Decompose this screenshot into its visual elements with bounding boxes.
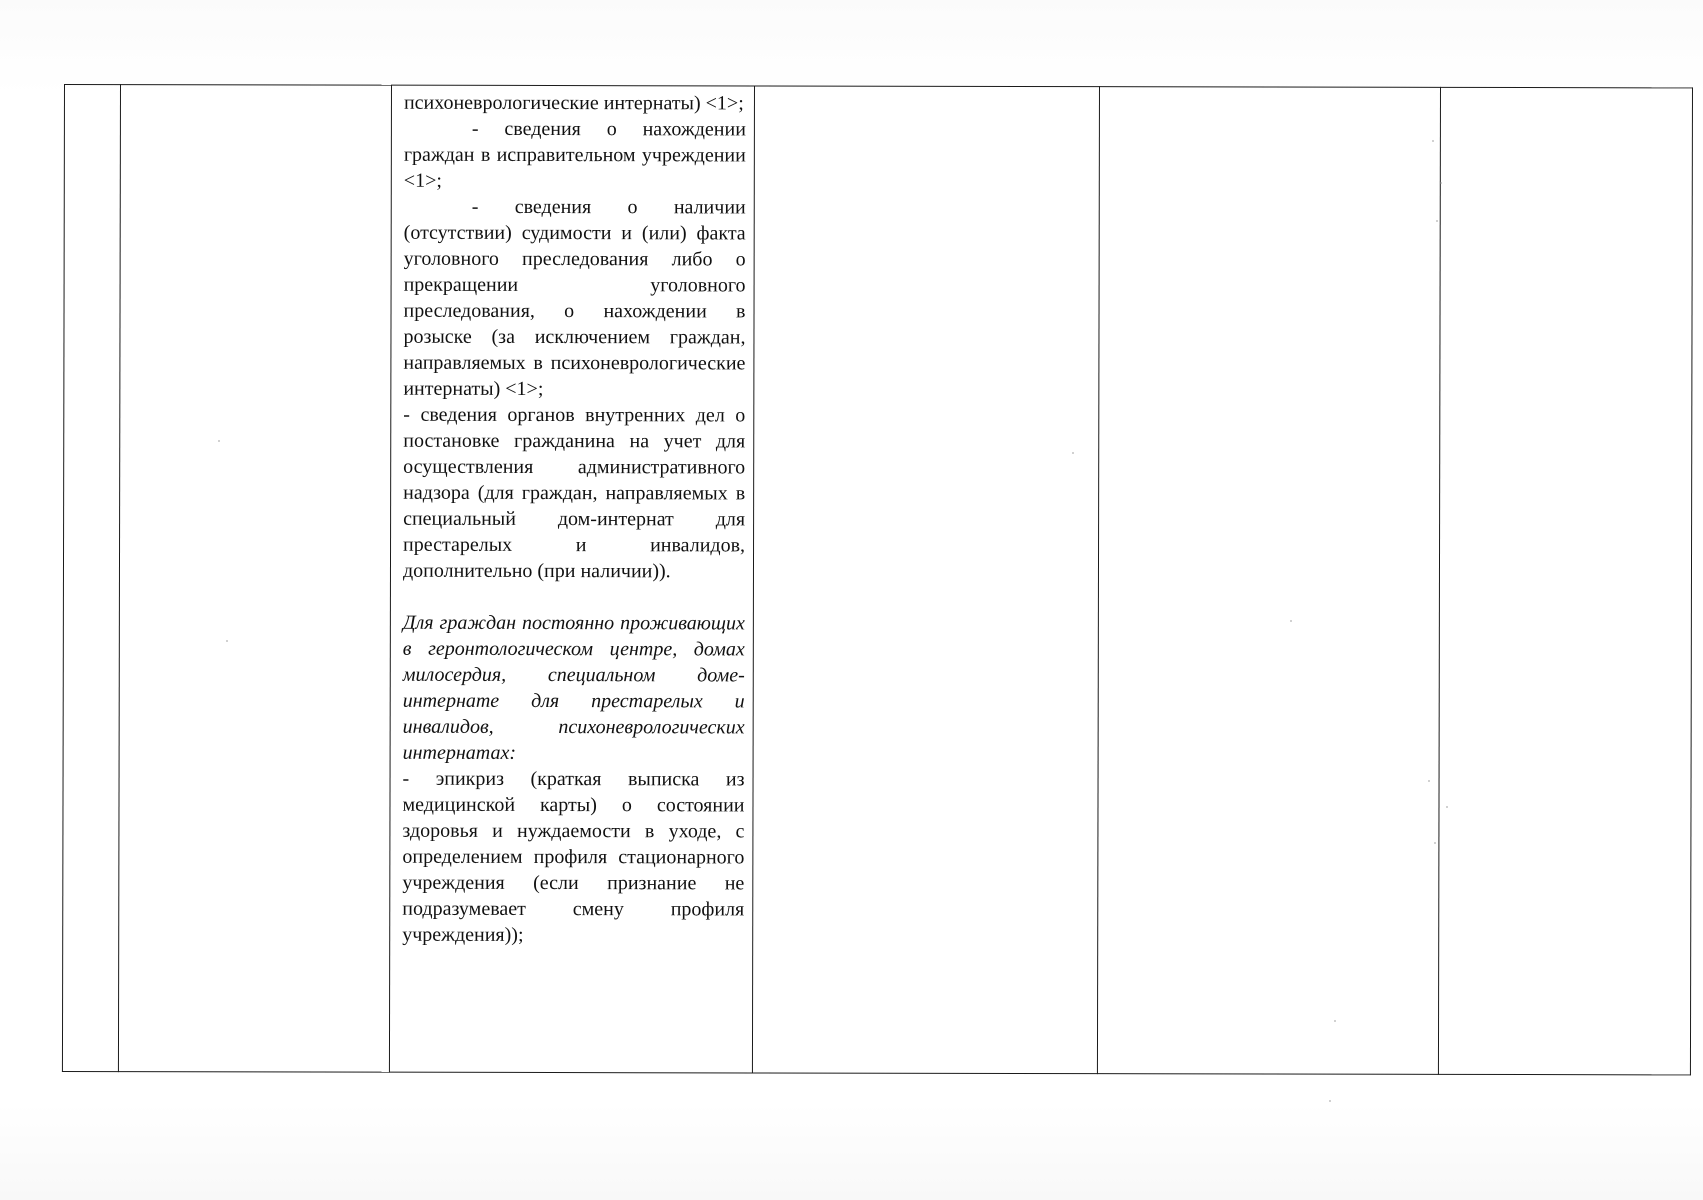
scan-speck (1434, 842, 1436, 844)
scan-speck (1072, 452, 1074, 454)
scan-speck (1436, 220, 1438, 222)
paragraph-correctional-institution: - сведения о нахождении граждан в исправительном учреждении <1>; (403, 117, 746, 192)
paragraph-criminal-record: - сведения о наличии (отсутствии) судимости и (или) факта уголовного преследования либо о прекращении уголовного преследования, о нахождении в розыске (за исключением граждан, направляемых в психоневрологические интернаты) <1>; (403, 195, 746, 401)
table-row (62, 85, 1692, 1075)
paragraph-permanent-residents-heading: Для граждан постоянно проживающих в геронтологическом центре, домах милосердия, специальном доме-интернате для престарелых и инвалидов, психоневрологических интернатах: (402, 611, 745, 764)
document-table (62, 84, 1693, 1075)
table-cell-empty-6 (1438, 87, 1692, 1075)
scan-speck (1334, 1020, 1336, 1022)
scan-speck (1428, 780, 1430, 782)
scan-speck (226, 640, 228, 642)
scan-speck (218, 440, 220, 442)
scan-speck (1329, 1100, 1331, 1102)
table-cell-number (62, 85, 120, 1072)
scan-speck (1432, 140, 1434, 142)
table-cell-documents-list (389, 85, 754, 1073)
table-cell-service-name (118, 85, 391, 1073)
scan-speck (1446, 806, 1448, 808)
table-cell-empty-5 (1097, 87, 1440, 1075)
paragraph-psychoneurological: психоневрологические интернаты) <1>; (403, 91, 744, 115)
scan-speck (1290, 620, 1292, 622)
paragraph-internal-affairs: - сведения органов внутренних дел о постановке гражданина на учет для осуществления административного надзора (для граждан, направляемых в специальный дом-интернат для престарелых и инвалидов, дополнительно (при наличии)). (402, 403, 746, 583)
paragraph-gap (403, 584, 745, 611)
paragraph-epicrisis: - эпикриз (краткая выписка из медицинской карты) о состоянии здоровья и нуждаемости в уходе, с определением профиля стационарного учреждения (если признание не подразумевает смену профиля учреждения)); (402, 767, 745, 946)
scan-speck (1440, 182, 1442, 184)
table-cell-empty-4 (752, 86, 1099, 1074)
